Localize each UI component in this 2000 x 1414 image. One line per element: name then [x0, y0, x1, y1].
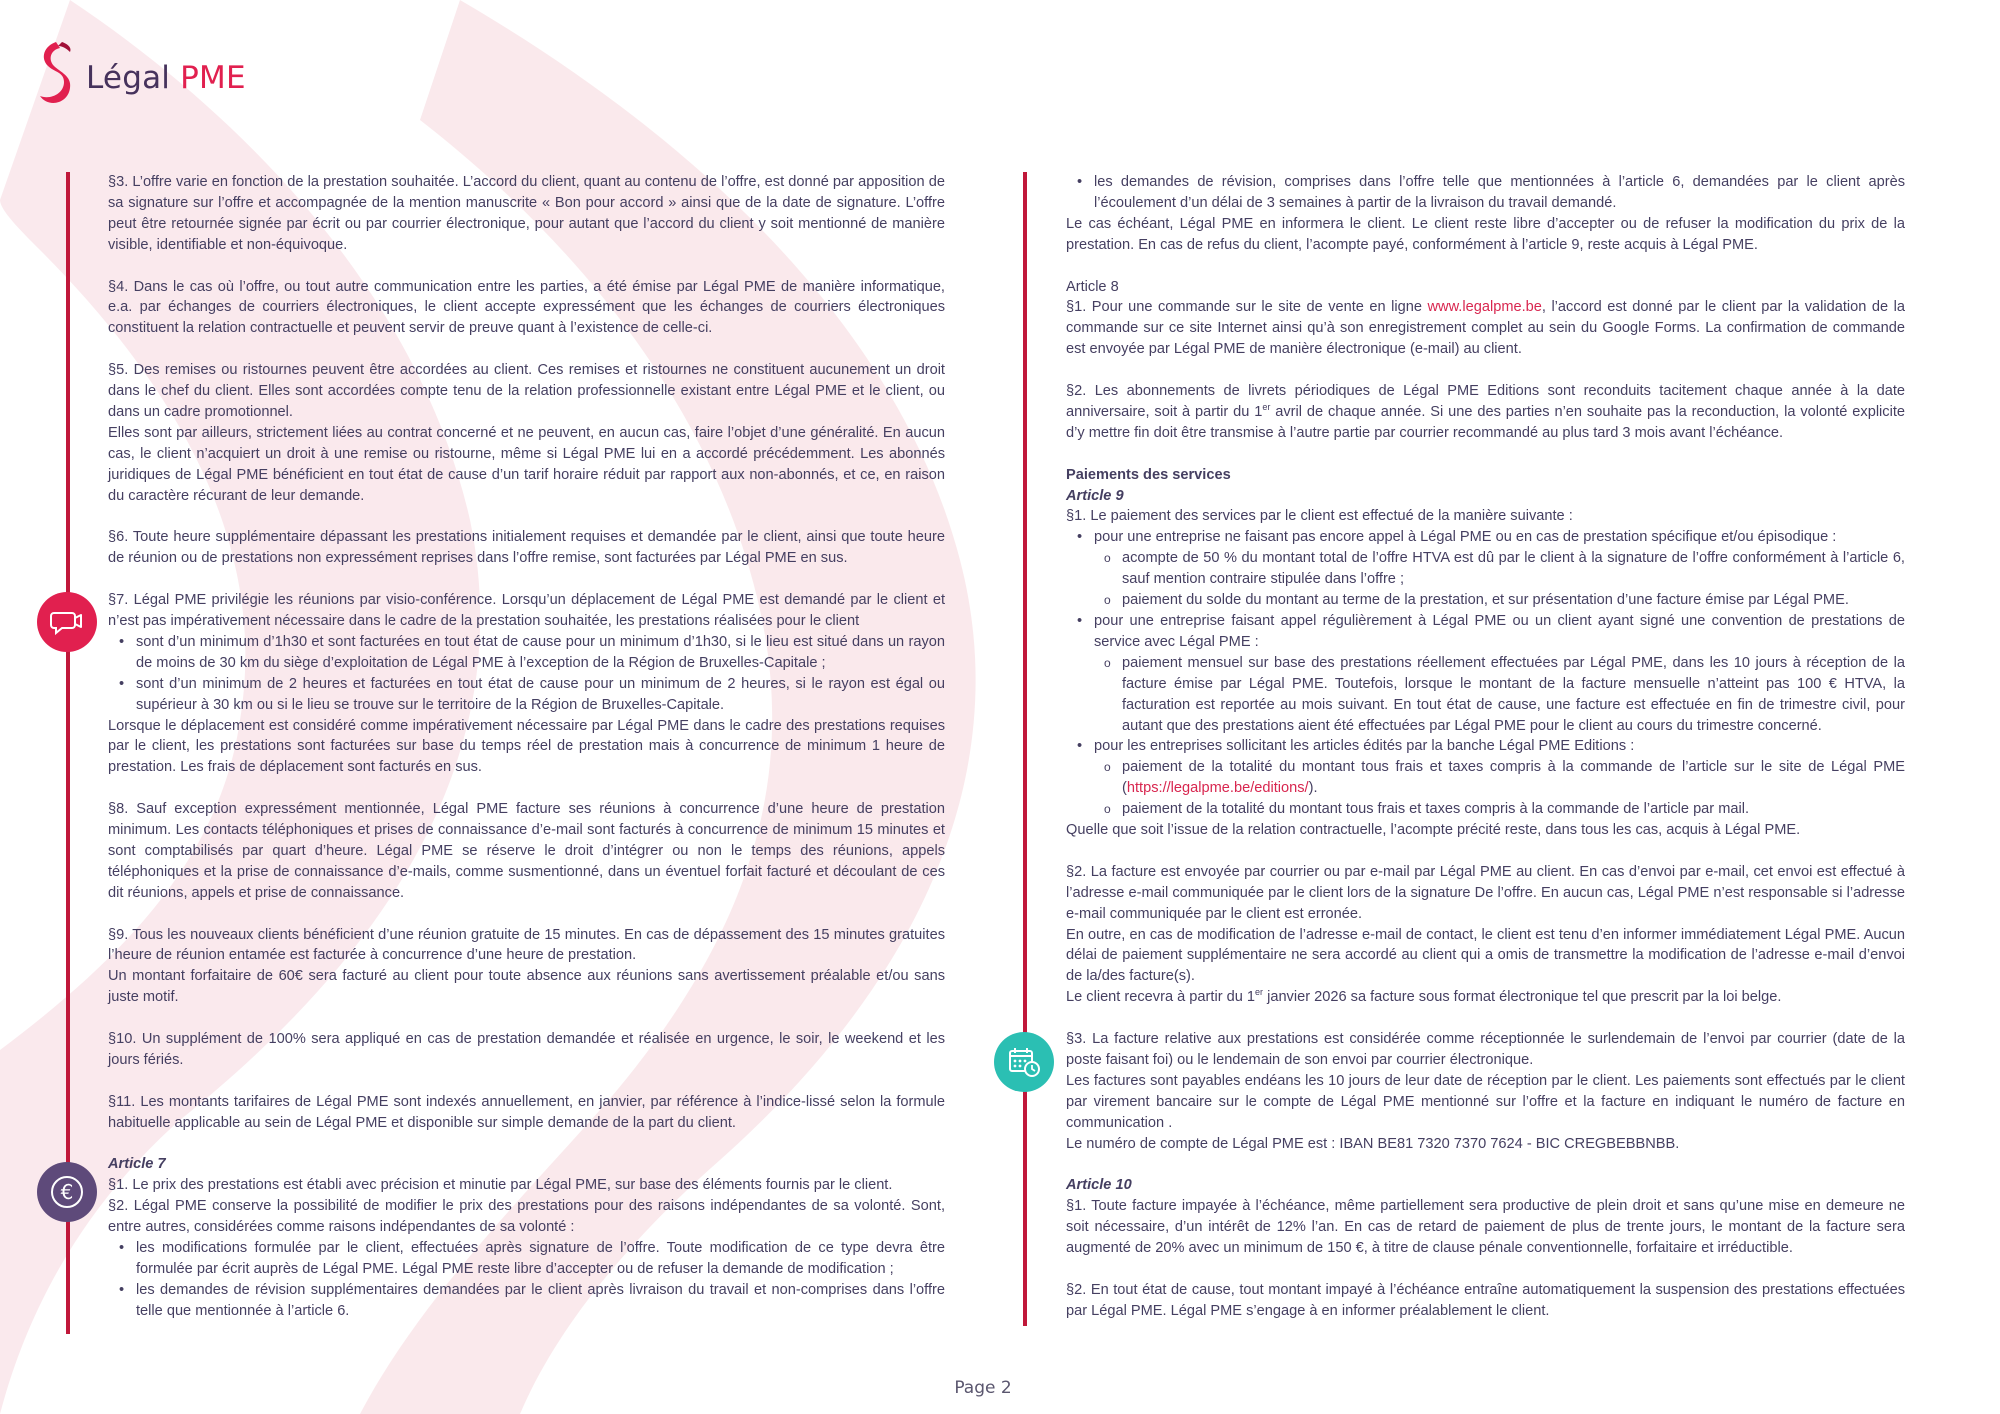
- brand-word-legal: Légal: [86, 60, 171, 96]
- article-9-s2c-before: Le client recevra à partir du 1: [1066, 989, 1256, 1006]
- left-s4: §4. Dans le cas où l’offre, ou tout autre communication entre les parties, a été émise par Légal PME de manière informatique, e.a. par échanges de courriers électroniques, le client accepte expressément que les échanges de courriers électroniques constituent la relation contractuelle et peuvent servir de preuve quant à l’existence de celle-ci.: [108, 278, 945, 337]
- left-s9a: §9. Tous les nouveaux clients bénéficient d’une réunion gratuite de 15 minutes. En cas de dépassement des 15 minutes gratuites l’heure de réunion entamée est facturée à concurrence d’une heure de prestation.: [108, 926, 945, 964]
- article-9-s2c-sup: er: [1255, 987, 1264, 998]
- article-8-s1-before: §1. Pour une commande sur le site de vente en ligne: [1066, 299, 1428, 316]
- article-7-s2: §2. Légal PME conserve la possibilité de modifier le prix des prestations pour des raisons indépendantes de sa volonté. Sont, entre autres, considérées comme raisons indépendantes de sa volonté :: [108, 1198, 945, 1236]
- left-s5a: §5. Des remises ou ristournes peuvent être accordées au client. Ces remises et ristournes ne constituent aucunement un droit dans le chef du client. Elles sont accordées compte tenu de la relation professionnelle existant entre Légal PME et le client, ou dans un cadre promotionnel.: [108, 362, 945, 420]
- article-8-s1: [1066, 297, 1905, 360]
- article-9-b3-sublist: [1094, 757, 1905, 820]
- left-s7-list: [108, 632, 945, 716]
- article-7-list: [108, 1238, 945, 1322]
- article-8-s2: [1066, 381, 1905, 444]
- article-8-s2-sup: er: [1262, 402, 1271, 413]
- brand-logo[interactable]: [34, 38, 246, 118]
- article-9-s1: §1. Le paiement des services par le client est effectué de la manière suivante :: [1066, 508, 1573, 525]
- website-link[interactable]: www.legalpme.be: [1427, 299, 1542, 316]
- list-item: [1122, 757, 1905, 799]
- article-8-s1-after: , l’accord est donné par le client par la validation de la commande sur ce site Internet ainsi qu’à son enregistrement complet au sein du Google Forms. La confirmation de commande est envoyée par Légal PME de manière électronique (e-mail) au client.: [1066, 299, 1905, 358]
- article-9-b1: pour une entreprise ne faisant pas encore appel à Légal PME ou en cas de prestation spécifique et/ou épisodique :: [1094, 529, 1837, 546]
- right-column: [1066, 172, 1905, 1322]
- euro-icon: [49, 1174, 85, 1210]
- article-8-title: Article 8: [1066, 278, 1119, 295]
- video-call-icon: [49, 604, 85, 640]
- article-9-b3-sub1-before: paiement de la totalité du montant tous frais et taxes compris à la commande de l’article sur le site de Légal PME (: [1122, 759, 1905, 797]
- left-s3: §3. L’offre varie en fonction de la prestation souhaitée. L’accord du client, quant au contenu de l’offre, est donné par apposition de sa signature sur l’offre et accompagnée de la mention manuscrite « Bon pour accord » ainsi que de la date de signature. L’offre peut être retournée signée par écrit ou par courrier électronique, pour autant que l’accord du client y soit mentionné de manière visible, identifiable et non-équivoque.: [108, 174, 945, 253]
- article-9-s3a: §3. La facture relative aux prestations est considérée comme réceptionnée le surlendemain de l’envoi par courrier (date de la poste faisant foi) ou le lendemain de son envoi par courrier électronique.: [1066, 1031, 1905, 1068]
- left-s10: §10. Un supplément de 100% sera appliqué en cas de prestation demandée et réalisée en urgence, le soir, le weekend et les jours fériés.: [108, 1031, 945, 1068]
- list-item: [1094, 527, 1905, 611]
- list-item: [1094, 736, 1905, 820]
- list-item: o paiement de la totalité du montant tous frais et taxes compris à la commande de l’article par mail.: [1122, 799, 1905, 820]
- list-item: o acompte de 50 % du montant total de l’offre HTVA est dû par le client à la signature de l’offre conformément à l’article 6, sauf mention contraire stipulée dans l’offre ;: [1122, 548, 1905, 590]
- brand-word-pme: PME: [180, 60, 246, 96]
- left-s11: §11. Les montants tarifaires de Légal PME sont indexés annuellement, en janvier, par référence à l’indice-lissé selon la formule habituelle applicable au sein de Légal PME et disponible sur simple demande de la part du client.: [108, 1093, 945, 1131]
- list-item: [1094, 611, 1905, 736]
- article-9-b2-sublist: [1094, 653, 1905, 737]
- left-s9b: Un montant forfaitaire de 60€ sera facturé au client pour toute absence aux réunions sans avertissement préalable et/ou sans juste motif.: [108, 968, 945, 1006]
- left-s7-intro: §7. Légal PME privilégie les réunions par visio-conférence. Lorsqu’un déplacement de Légal PME est demandé par le client et n’est pas impérativement nécessaire dans le cadre de la prestation souhaitée, les prestations réalisées pour le client: [108, 592, 945, 629]
- svg-text:€: €: [60, 1180, 74, 1204]
- article-9-s1-end: Quelle que soit l’issue de la relation contractuelle, l’acompte précité reste, dans tous les cas, acquis à Légal PME.: [1066, 822, 1801, 839]
- list-item: • les demandes de révision, comprises dans l’offre telle que mentionnées à l’article 6, demandées par le client après l’écoulement d’un délai de 3 semaines à partir de la livraison du travail demandé.: [1094, 172, 1905, 214]
- logo-swan-icon: [34, 38, 74, 118]
- calendar-badge: [994, 1032, 1054, 1092]
- page-number: Page 2: [954, 1378, 1012, 1398]
- article-8-s2-before: §2. Les abonnements de livrets périodiques de Légal PME Editions sont reconduits tacitement chaque année à la date anniversaire, soit à partir du 1: [1066, 383, 1905, 420]
- left-accent-line: [66, 172, 70, 1334]
- list-item: o paiement mensuel sur base des prestations réellement effectuées par Légal PME, dans les 10 jours à réception de la facture émise par Légal PME. Toutefois, lorsque le montant de la facture mensuelle n’atteint pas 100 € HTVA, la facturation est reportée au mois suivant. En tout état de cause, une facture est effectuée en fin de trimestre civil, pour autant que des prestations aient été effectuées par Légal PME pour le client au cours du trimestre concerné.: [1122, 653, 1905, 737]
- left-column: [108, 172, 945, 1322]
- article-9-b2: pour une entreprise faisant appel régulièrement à Légal PME ou un client ayant signé une convention de prestations de service avec Légal PME :: [1094, 612, 1905, 650]
- video-call-badge: [37, 592, 97, 652]
- article-9-s2c: [1066, 987, 1905, 1008]
- article-9-b3: pour les entreprises sollicitant les articles édités par la banche Légal PME Editions :: [1094, 738, 1635, 755]
- editions-link[interactable]: https://legalpme.be/editions/: [1126, 780, 1309, 797]
- article-8-s2-after: avril de chaque année. Si une des parties n’en souhaite pas la reconduction, la volonté explicite d’y mettre fin doit être transmise à l’autre partie par courrier recommandé au plus tard 3 mois avant l’échéance.: [1066, 403, 1906, 441]
- payments-heading: Paiements des services: [1066, 466, 1231, 483]
- article-9-s3c: Le numéro de compte de Légal PME est : IBAN BE81 7320 7370 7624 - BIC CREGBEBBNBB.: [1066, 1135, 1680, 1152]
- list-item: • sont d’un minimum de 2 heures et facturées en tout état de cause pour un minimum de 2 heures, si le rayon est égal ou supérieur à 30 km ou si le lieu se trouve sur le territoire de la Région de Bruxelles-Capitale.: [136, 674, 945, 716]
- article-9-title: Article 9: [1066, 487, 1124, 504]
- article-9-s2b: En outre, en cas de modification de l’adresse e-mail de contact, le client est tenu d’en informer immédiatement Légal PME. Aucun délai de paiement supplémentaire ne sera accordé au client qui a omis de transmettre la modification de l’adresse e-mail d’envoi de la/des facture(s).: [1066, 926, 1905, 985]
- article-7-end: Le cas échéant, Légal PME en informera le client. Le client reste libre d’accepter ou de refuser la modification du prix de la prestation. En cas de refus du client, l’acompte payé, conformément à l’article 9, reste acquis à Légal PME.: [1066, 215, 1905, 253]
- list-item: • les modifications formulée par le client, effectuées après signature de l’offre. Toute modification de ce type devra être formulée par écrit auprès de Légal PME. Légal PME reste libre d’accepter ou de refuser la demande de modification ;: [136, 1238, 945, 1280]
- article-9-s2a: §2. La facture est envoyée par courrier ou par e-mail par Légal PME au client. En cas d’envoi par e-mail, cet envoi est effectué à l’adresse e-mail communiquée par le client lors de la signature De l’offre. En aucun cas, Légal PME n’est responsable si l’adresse e-mail communiquée par le client est erronée.: [1066, 863, 1905, 922]
- euro-badge: [37, 1162, 97, 1222]
- article-9-list: [1066, 527, 1905, 820]
- list-item: • sont d’un minimum d’1h30 et sont facturées en tout état de cause pour un minimum d’1h30, si le lieu est situé dans un rayon de moins de 30 km du siège d’exploitation de Légal PME à l’exception de la Région de Bruxelles-Capitale ;: [136, 632, 945, 674]
- left-s6: §6. Toute heure supplémentaire dépassant les prestations initialement requises et demandée par le client, ainsi que toute heure de réunion ou de prestations non expressément reprises dans l’offre remise, sont facturées par Légal PME en sus.: [108, 529, 945, 567]
- article-9-b3-sub1-after: ).: [1308, 780, 1318, 797]
- list-item: o paiement du solde du montant au terme de la prestation, et sur présentation d’une facture émise par Légal PME.: [1122, 590, 1905, 611]
- article-7-list-cont: [1066, 172, 1905, 214]
- article-10-s1: §1. Toute facture impayée à l’échéance, même partiellement sera productive de plein droit et sans qu’une mise en demeure ne soit nécessaire, d’un intérêt de 12% l’an. En cas de retard de paiement de plus de trente jours, le montant de la facture sera augmenté de 20% avec un minimum de 150 €, à titre de clause pénale conventionnelle, forfaitaire et irréductible.: [1066, 1198, 1905, 1257]
- article-9-b1-sublist: [1094, 548, 1905, 611]
- left-s7-after: Lorsque le déplacement est considéré comme impérativement nécessaire par Légal PME dans le cadre des prestations requises par le client, les prestations sont facturées sur base du temps réel de prestation mais à concurrence de minimum 1 heure de prestation. Les frais de déplacement sont facturés en sus.: [108, 717, 945, 776]
- article-10-title: Article 10: [1066, 1177, 1132, 1194]
- article-9-s2c-after: janvier 2026 sa facture sous format électronique tel que prescrit par la loi belge.: [1263, 989, 1782, 1006]
- article-7-title: Article 7: [108, 1156, 166, 1173]
- right-accent-line: [1023, 172, 1027, 1326]
- article-7-s1: §1. Le prix des prestations est établi avec précision et minutie par Légal PME, sur base des éléments fournis par le client.: [108, 1177, 893, 1194]
- article-9-s3b: Les factures sont payables endéans les 10 jours de leur date de réception par le client. Les paiements sont effectués par le client par virement bancaire sur le compte de Légal PME mentionné sur l’offre et la facture en indiquant le numéro de facture en communication .: [1066, 1072, 1905, 1131]
- list-item: • les demandes de révision supplémentaires demandées par le client après livraison du travail et non-comprises dans l’offre telle que mentionnée à l’article 6.: [136, 1280, 945, 1322]
- left-s5b: Elles sont par ailleurs, strictement liées au contrat concerné et ne peuvent, en aucun cas, faire l’objet d’une généralité. En aucun cas, le client n’acquiert un droit à une remise ou ristourne, même si Légal PME lui en a accordé précédemment. Les abonnés juridiques de Légal PME bénéficient en tout état de cause d’un tarif horaire réduit par rapport aux non-abonnés, et ce, en raison du caractère récurant de leur demande.: [108, 424, 945, 504]
- calendar-clock-icon: [1006, 1044, 1042, 1080]
- article-10-s2: §2. En tout état de cause, tout montant impayé à l’échéance entraîne automatiquement la suspension des prestations effectuées par Légal PME. Légal PME s’engage à en informer préalablement le client.: [1066, 1281, 1905, 1319]
- left-s8: §8. Sauf exception expressément mentionnée, Légal PME facture ses réunions à concurrence d’une heure de prestation minimum. Les contacts téléphoniques et prises de connaissance d’e-mail sont facturés à concurrence de minimum 15 minutes et sont comptabilisés par quart d’heure. Légal PME se réserve le droit d’intégrer ou non le temps des réunions, appels téléphoniques et la prise de connaissance d’e-mails, comme susmentionné, dans un éventuel forfait facturé et découlant de ces dit réunions, appels et prise de connaissance.: [108, 801, 945, 901]
- brand-name: [86, 60, 246, 96]
